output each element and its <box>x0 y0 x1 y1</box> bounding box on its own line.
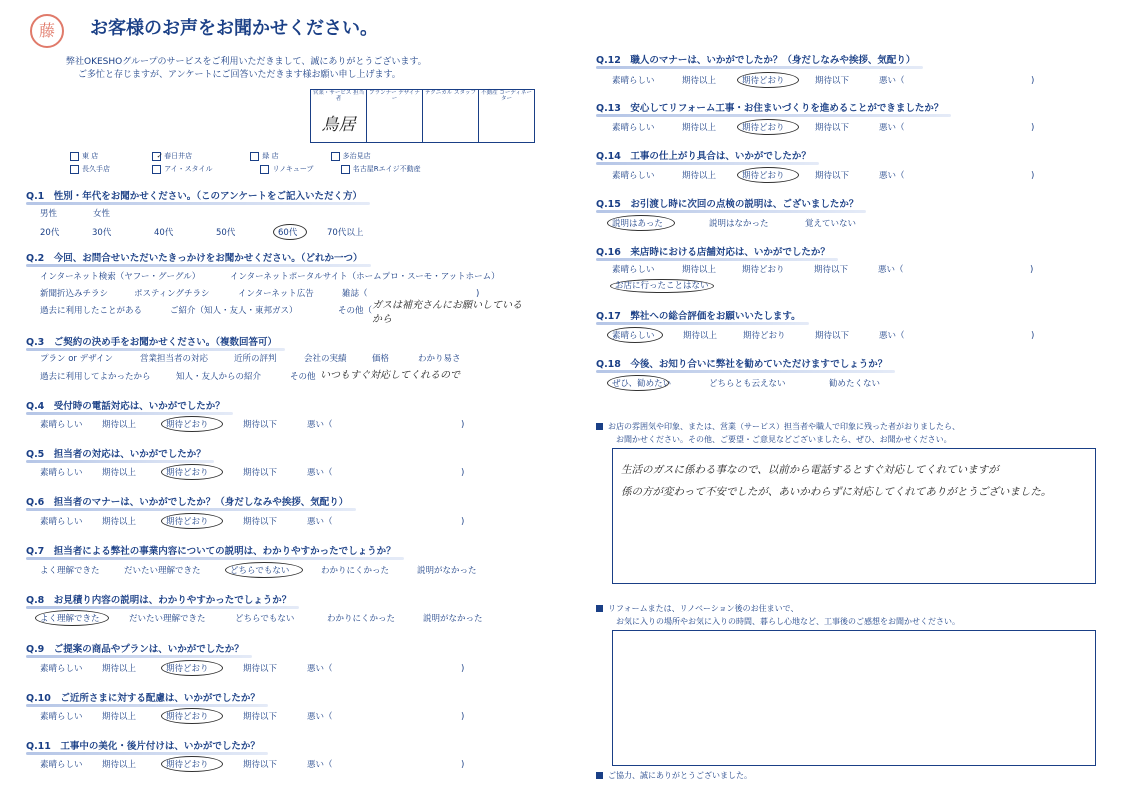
rating-option[interactable]: 素晴らしい <box>612 265 655 275</box>
q7-option[interactable]: 説明がなかった <box>417 566 477 576</box>
rating-option[interactable]: 期待どおり <box>742 265 785 275</box>
q3-row2 <box>40 370 316 382</box>
rating-option-selected[interactable]: 期待どおり <box>161 416 223 432</box>
rating-option[interactable]: 期待以下 <box>243 468 278 478</box>
q11-options <box>40 756 464 772</box>
q3-option[interactable]: 近所の評判 <box>234 354 277 364</box>
rating-option[interactable]: 期待以上 <box>682 171 717 181</box>
q12-label: Q.12 職人のマナーは、いかがでしたか？（身だしなみや挨拶、気配り） <box>596 52 915 66</box>
rating-option[interactable]: 期待以上 <box>682 265 717 275</box>
q2-paren-close: ) <box>476 289 480 299</box>
intro-text: 弊社OKESHOグループのサービスをご利用いただきまして、誠にありがとうございます。 <box>66 57 427 67</box>
paren-close: ) <box>1031 331 1035 341</box>
rating-option[interactable]: 悪い（ <box>307 517 333 527</box>
rating-option-selected[interactable]: 期待どおり <box>161 513 223 529</box>
rating-option[interactable]: 期待以上 <box>102 517 137 527</box>
q3-option[interactable]: 価格 <box>372 354 390 364</box>
rating-option[interactable]: 悪い（ <box>879 331 905 341</box>
q16-options <box>612 263 1033 275</box>
rating-option[interactable]: 素晴らしい <box>612 123 655 133</box>
q3-option[interactable]: プラン or デザイン <box>40 354 114 364</box>
q3-option[interactable]: 過去に利用してよかったから <box>40 372 151 382</box>
paren-close: ) <box>1030 265 1034 275</box>
comment1-label: お店の雰囲気や印象、または、営業（サービス）担当者や職人で印象に残った者がおりましたら、 お聞かせください。その他、ご要望・ご意見などございましたら、ぜひ、お聞かせください。 <box>596 420 960 446</box>
rating-option-selected[interactable]: 期待どおり <box>161 660 223 676</box>
rating-option[interactable]: 素晴らしい <box>40 420 83 430</box>
q1-gender-female[interactable]: 女性 <box>93 209 111 219</box>
rating-option[interactable]: 悪い（ <box>879 171 905 181</box>
q2-option[interactable]: インターネット広告 <box>238 289 314 299</box>
paren-close: ) <box>461 664 465 674</box>
q1-gender <box>40 207 110 219</box>
rating-option-selected[interactable]: 素晴らしい <box>607 327 663 343</box>
q7-option-selected[interactable]: どちらでもない <box>225 562 303 578</box>
q9-label: Q.9 ご提案の商品やプランは、いかがでしたか？ <box>26 641 244 655</box>
q6-options <box>40 513 464 529</box>
q10-label: Q.10 ご近所さまに対する配慮は、いかがでしたか？ <box>26 690 260 704</box>
store-label: 多治見店 <box>342 152 371 160</box>
q8-option[interactable]: だいたい理解できた <box>129 614 206 624</box>
store-checkbox[interactable] <box>70 152 79 161</box>
q13-options <box>612 119 1034 135</box>
staff-table <box>310 89 535 143</box>
q1-gender-male[interactable]: 男性 <box>40 209 58 219</box>
q5-options <box>40 464 464 480</box>
q16-extra-option[interactable]: お店に行ったことはない <box>610 279 714 291</box>
q7-option[interactable]: だいたい理解できた <box>124 566 201 576</box>
q1-ages <box>40 224 363 240</box>
q15-option-selected[interactable]: 説明はあった <box>607 215 675 231</box>
store-label: 長久手店 <box>82 165 110 173</box>
staff-name-handwritten: 鳥居 <box>321 115 356 135</box>
rating-option[interactable]: 素晴らしい <box>612 171 655 181</box>
q18-option[interactable]: 勧めたくない <box>829 379 881 389</box>
q10-options <box>40 708 464 724</box>
q15-option[interactable]: 説明はなかった <box>709 219 769 229</box>
q8-option-selected[interactable]: よく理解できた <box>35 610 109 626</box>
q13-label: Q.13 安心してリフォーム工事・お住まいづくりを進めることができましたか？ <box>596 100 943 114</box>
rating-option[interactable]: 期待以下 <box>243 760 278 770</box>
q8-options <box>40 610 483 626</box>
q11-label: Q.11 工事中の美化・後片付けは、いかがでしたか？ <box>26 738 260 752</box>
rating-option[interactable]: 期待以上 <box>683 331 718 341</box>
q1-age-option[interactable]: 50代 <box>216 228 236 238</box>
store-checkbox[interactable] <box>341 165 350 174</box>
q8-option[interactable]: わかりにくかった <box>327 614 396 624</box>
store-checkbox[interactable] <box>152 165 161 174</box>
q1-age-option[interactable]: 40代 <box>154 228 174 238</box>
rating-option-selected[interactable]: 期待どおり <box>737 119 799 135</box>
store-label: 春日井店 <box>164 152 193 160</box>
q3-option[interactable]: 営業担当者の対応 <box>140 354 209 364</box>
q4-options <box>40 416 464 432</box>
rating-option[interactable]: 悪い（ <box>307 468 333 478</box>
staff-header-realestate: 不動産 コーディネーター <box>481 90 532 102</box>
q14-options <box>612 167 1034 183</box>
q3-option[interactable]: わかり易さ <box>418 354 461 364</box>
q4-label: Q.4 受付時の電話対応は、いかがでしたか？ <box>26 398 225 412</box>
paren-close: ) <box>461 712 465 722</box>
page-title: お客様のお声をお聞かせください。 <box>90 18 378 39</box>
q18-label: Q.18 今後、お知り合いに弊社を勧めていただけますでしょうか？ <box>596 356 887 370</box>
q2-option[interactable]: ご紹介（知人・友人・東邦ガス） <box>170 306 298 316</box>
q3-label: Q.3 ご契約の決め手をお聞かせください。（複数回答可） <box>26 334 277 348</box>
staff-header-technical: テクニカル スタッフ <box>425 90 476 96</box>
store-label: 名古屋Rエイジ不動産 <box>352 165 421 173</box>
staff-header-planner: プランナー デザイナー <box>369 90 420 102</box>
paren-close: ) <box>1031 76 1035 86</box>
q2-row3 <box>40 304 372 316</box>
rating-option[interactable]: 期待以下 <box>243 664 278 674</box>
rating-option[interactable]: 期待以上 <box>102 468 137 478</box>
store-label: リノキューブ <box>272 165 314 173</box>
q3-row1 <box>40 352 461 364</box>
rating-option[interactable]: 悪い（ <box>307 760 333 770</box>
store-checkbox[interactable] <box>70 165 79 174</box>
q2-option[interactable]: ポスティングチラシ <box>134 289 210 299</box>
intro-text-2: ご多忙と存じますが、アンケートにご回答いただきます様お願い申し上げます。 <box>78 70 401 80</box>
q1-label: Q.1 性別・年代をお聞かせください。（このアンケートをご記入いただく方） <box>26 188 362 202</box>
rating-option[interactable]: 期待以上 <box>102 664 137 674</box>
rating-option[interactable]: 期待以上 <box>102 760 137 770</box>
rating-option[interactable]: 素晴らしい <box>40 664 83 674</box>
comment2-box[interactable] <box>612 630 1096 766</box>
rating-option[interactable]: 期待どおり <box>743 331 786 341</box>
rating-option[interactable]: 素晴らしい <box>40 468 83 478</box>
q9-options <box>40 660 464 676</box>
q17-options <box>612 327 1034 343</box>
q1-age-option[interactable]: 30代 <box>92 228 112 238</box>
q1-age-option[interactable]: 70代以上 <box>327 228 364 238</box>
paren-close: ) <box>461 517 465 527</box>
q2-row2 <box>40 287 479 299</box>
paren-close: ) <box>461 760 465 770</box>
paren-close: ) <box>1031 123 1035 133</box>
q12-options <box>612 72 1034 88</box>
q2-option-other[interactable]: その他（ <box>338 306 373 316</box>
q1-age-option[interactable]: 20代 <box>40 228 60 238</box>
rating-option-selected[interactable]: 期待どおり <box>161 756 223 772</box>
store-stamp: 藤 <box>30 14 64 48</box>
q2-option[interactable]: 雑誌（ <box>342 289 368 299</box>
q6-label: Q.6 担当者のマナーは、いかがでしたか？（身だしなみや挨拶、気配り） <box>26 494 348 508</box>
rating-option[interactable]: 素晴らしい <box>612 76 655 86</box>
rating-option[interactable]: 期待以上 <box>102 712 137 722</box>
comment1-box[interactable] <box>612 448 1096 584</box>
rating-option[interactable]: 期待以下 <box>815 123 850 133</box>
store-checkbox[interactable] <box>260 165 269 174</box>
q8-option[interactable]: 説明がなかった <box>423 614 483 624</box>
rating-option[interactable]: 期待以下 <box>243 420 278 430</box>
q5-label: Q.5 担当者の対応は、いかがでしたか？ <box>26 446 206 460</box>
q17-label: Q.17 弊社への総合評価をお願いいたします。 <box>596 308 801 322</box>
rating-option[interactable]: 素晴らしい <box>40 712 83 722</box>
store-checkboxes: 東 店 ✓ 春日井店 緑 店 多治見店 長久手店 アイ・スタイル リノキューブ 名古屋Rエイジ不動産 <box>70 150 421 176</box>
rating-option-selected[interactable]: 期待どおり <box>737 72 799 88</box>
comment2-label: リフォームまたは、リノベーション後のお住まいで、 お気に入りの場所やお気に入りの時間、暮らし心地など、工事後のご感想をお聞かせください。 <box>596 602 960 628</box>
q18-option-selected[interactable]: ぜひ、勧めたい <box>607 375 669 391</box>
rating-option-selected[interactable]: 期待どおり <box>737 167 799 183</box>
q3-option[interactable]: 知人・友人からの紹介 <box>176 372 262 382</box>
q1-age-option-selected[interactable]: 60代 <box>273 224 307 240</box>
store-label: アイ・スタイル <box>164 165 213 173</box>
rating-option-selected[interactable]: 期待どおり <box>161 464 223 480</box>
q18-options <box>612 375 880 391</box>
q7-label: Q.7 担当者による弊社の事業内容についての説明は、わかりやすかったでしょうか？ <box>26 543 396 557</box>
rating-option[interactable]: 期待以上 <box>682 123 717 133</box>
rating-option-selected[interactable]: 期待どおり <box>161 708 223 724</box>
thanks-text: ご協力、誠にありがとうございました。 <box>596 770 752 781</box>
q3-other-handwritten[interactable]: いつもすぐ対応してくれるので <box>320 370 460 381</box>
q7-option[interactable]: わかりにくかった <box>321 566 390 576</box>
q2-other-handwritten[interactable]: ガスは補充さんにお願いしているから <box>372 300 522 325</box>
rating-option[interactable]: 悪い（ <box>307 420 333 430</box>
paren-close: ) <box>1031 171 1035 181</box>
store-checkbox[interactable] <box>331 152 340 161</box>
store-checkbox[interactable] <box>250 152 259 161</box>
q2-label: Q.2 今回、お問合せいただいたきっかけをお聞かせください。（どれか一つ） <box>26 250 363 264</box>
q18-option[interactable]: どちらとも云えない <box>709 379 786 389</box>
rating-option[interactable]: 期待以下 <box>815 171 850 181</box>
q2-option[interactable]: インターネットポータルサイト（ホームプロ・スーモ・アットホーム） <box>230 272 500 282</box>
rating-option[interactable]: 悪い（ <box>307 664 333 674</box>
rating-option[interactable]: 悪い（ <box>879 123 905 133</box>
q3-option-other[interactable]: その他 <box>290 372 316 382</box>
rating-option[interactable]: 悪い（ <box>878 265 904 275</box>
staff-header-sales: 営業・サービス 担当者 <box>312 90 365 102</box>
rating-option[interactable]: 期待以下 <box>243 712 278 722</box>
q2-option[interactable]: 新聞折込みチラシ <box>40 289 109 299</box>
rating-option[interactable]: 素晴らしい <box>40 517 83 527</box>
q15-option[interactable]: 覚えていない <box>805 219 857 229</box>
q2-option[interactable]: 過去に利用したことがある <box>40 306 143 316</box>
q16-label: Q.16 来店時における店舗対応は、いかがでしたか？ <box>596 244 830 258</box>
q2-option[interactable]: インターネット検索（ヤフー・グーグル） <box>40 272 201 282</box>
rating-option[interactable]: 期待以下 <box>815 331 850 341</box>
q2-row1 <box>40 270 500 282</box>
q7-options <box>40 562 477 578</box>
rating-option[interactable]: 悪い（ <box>307 712 333 722</box>
paren-close: ) <box>461 420 465 430</box>
rating-option[interactable]: 期待以上 <box>102 420 137 430</box>
rating-option[interactable]: 期待以下 <box>815 76 850 86</box>
paren-close: ) <box>461 468 465 478</box>
rating-option[interactable]: 期待以上 <box>682 76 717 86</box>
q3-option[interactable]: 会社の実績 <box>304 354 347 364</box>
rating-option[interactable]: 素晴らしい <box>40 760 83 770</box>
q15-options <box>612 215 856 231</box>
q7-option[interactable]: よく理解できた <box>40 566 100 576</box>
rating-option[interactable]: 期待以下 <box>243 517 278 527</box>
q14-label: Q.14 工事の仕上がり具合は、いかがでしたか？ <box>596 148 811 162</box>
comment1-handwritten: 生活のガスに係わる事なので、以前から電話するとすぐ対応してくれていますが 係の方が変わって不安でしたが、あいかわらずに対応してくれてありがとうございました。 <box>621 464 1052 498</box>
q8-option[interactable]: どちらでもない <box>235 614 295 624</box>
q15-label: Q.15 お引渡し時に次回の点検の説明は、ございましたか？ <box>596 196 858 210</box>
q8-label: Q.8 お見積り内容の説明は、わかりやすかったでしょうか？ <box>26 592 291 606</box>
rating-option[interactable]: 悪い（ <box>879 76 905 86</box>
store-label: 緑 店 <box>262 152 279 160</box>
store-label: 東 店 <box>82 152 99 160</box>
rating-option[interactable]: 期待以下 <box>814 265 849 275</box>
